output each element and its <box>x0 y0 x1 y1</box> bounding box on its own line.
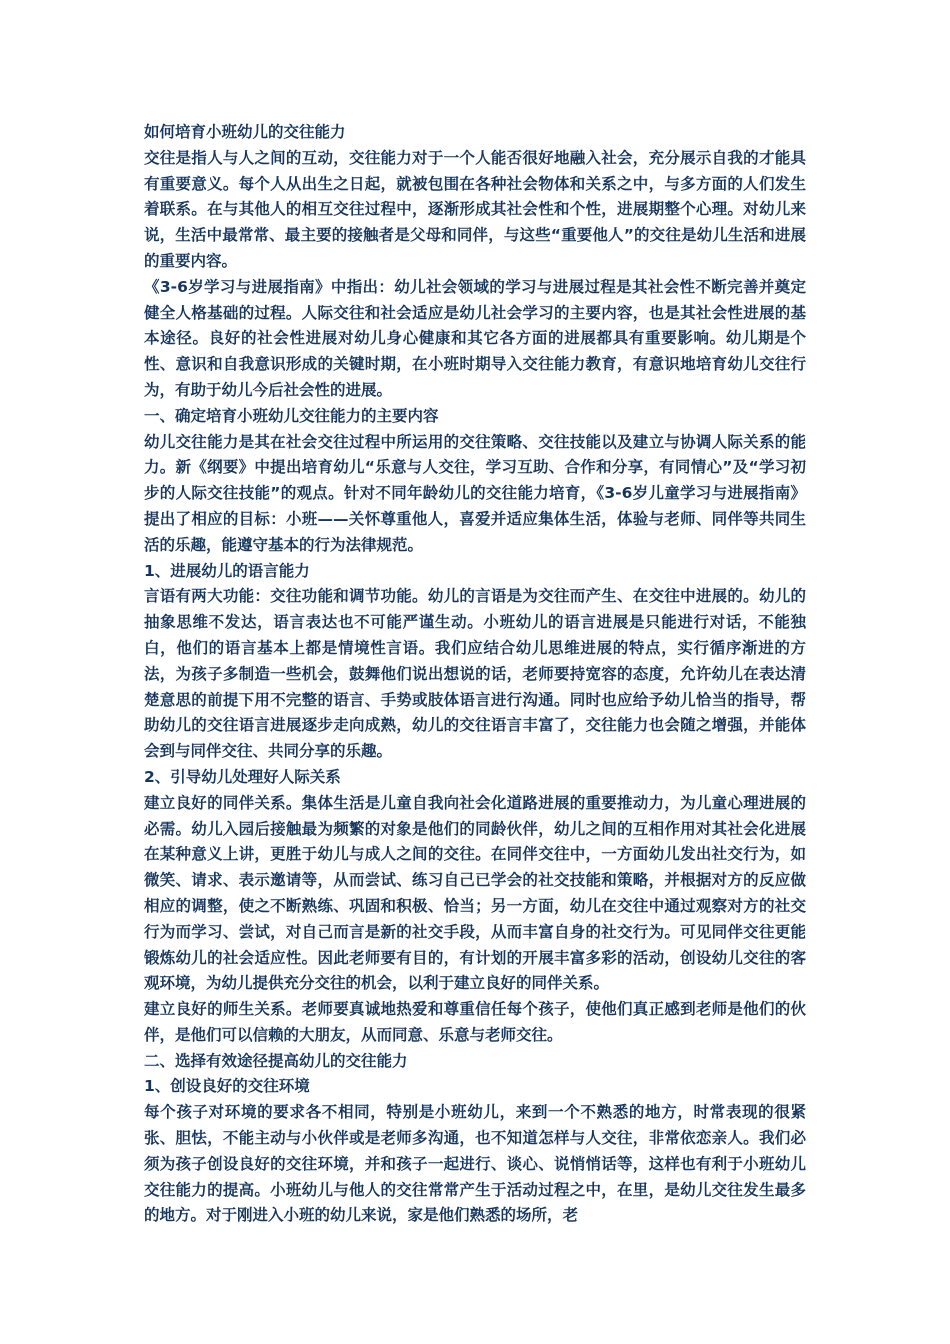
paragraph-intro: 交往是指人与人之间的互动，交往能力对于一个人能否很好地融入社会，充分展示自我的才能具有重要意义。每个人从出生之日起，就被包围在各种社会物体和关系之中，与多方面的人们发生着联系。在与其他人的相互交往过程中，逐渐形成其社会性和个性，进展期整个心理。对幼儿来说，生活中最常常、最主要的接触者是父母和同伴，与这些“重要他人”的交往是幼儿生活和进展的重要内容。 <box>144 148 806 270</box>
subheading-2-1: 1、创设良好的交往环境 <box>144 1077 310 1096</box>
section-heading-1: 一、确定培育小班幼儿交往能力的主要内容 <box>144 406 439 425</box>
document-page <box>144 120 806 1229</box>
paragraph-language: 言语有两大功能：交往功能和调节功能。幼儿的言语是为交往而产生、在交往中进展的。幼儿的抽象思维不发达，语言表达也不可能严谨生动。小班幼儿的语言进展是只能进行对话，不能独白，他们的语言基本上都是情境性言语。我们应结合幼儿思维进展的特点，实行循序渐进的方法，为孩子多制造一些机会，鼓舞他们说出想说的话，老师要持宽容的态度，允许幼儿在表达清楚意思的前提下用不完整的语言、手势或肢体语言进行沟通。同时也应给予幼儿恰当的指导，帮助幼儿的交往语言进展逐步走向成熟，幼儿的交往语言丰富了，交往能力也会随之增强，并能体会到与同伴交往、共同分享的乐趣。 <box>144 587 806 761</box>
paragraph-peer-relations: 建立良好的同伴关系。集体生活是儿童自我向社会化道路进展的重要推动力，为儿童心理进展的必需。幼儿入园后接触最为频繁的对象是他们的同龄伙伴，幼儿之间的互相作用对其社会化进展在某种意义上讲，更胜于幼儿与成人之间的交往。在同伴交往中，一方面幼儿发出社交行为，如微笑、请求、表示邀请等，从而尝试、练习自己已学会的社交技能和策略，并根据对方的反应做相应的调整，使之不断熟练、巩固和积极、恰当；另一方面，幼儿在交往中通过观察对方的社交行为而学习、尝试，对自己而言是新的社交手段，从而丰富自身的社交行为。可见同伴交往更能锻炼幼儿的社会适应性。因此老师要有目的，有计划的开展丰富多彩的活动，创设幼儿交往的客观环境，为幼儿提供充分交往的机会，以利于建立良好的同伴关系。 <box>144 793 806 993</box>
section-heading-2: 二、选择有效途径提高幼儿的交往能力 <box>144 1051 408 1070</box>
subheading-1-1: 1、进展幼儿的语言能力 <box>144 561 310 580</box>
paragraph-guideline: 《3-6岁学习与进展指南》中指出：幼儿社会领域的学习与进展过程是其社会性不断完善并奠定健全人格基础的过程。人际交往和社会适应是幼儿社会学习的主要内容，也是其社会性进展的基本途径。良好的社会性进展对幼儿身心健康和其它各方面的进展都具有重要影响。幼儿期是个性、意识和自我意识形成的关键时期，在小班时期导入交往能力教育，有意识地培育幼儿交往行为，有助于幼儿今后社会性的进展。 <box>144 277 806 399</box>
paragraph-environment: 每个孩子对环境的要求各不相同，特别是小班幼儿，来到一个不熟悉的地方，时常表现的很紧张、胆怯，不能主动与小伙伴或是老师多沟通，也不知道怎样与人交往，非常依恋亲人。我们必须为孩子创设良好的交往环境，并和孩子一起进行、谈心、说悄悄话等，这样也有利于小班幼儿交往能力的提高。小班幼儿与他人的交往常常产生于活动过程之中，在里，是幼儿交往发生最多的地方。对于刚进入小班的幼儿来说，家是他们熟悉的场所，老 <box>144 1103 806 1225</box>
subheading-1-2: 2、引导幼儿处理好人际关系 <box>144 767 341 786</box>
paragraph-teacher-relations: 建立良好的师生关系。老师要真诚地热爱和尊重信任每个孩子，使他们真正感到老师是他们的伙伴，是他们可以信赖的大朋友，从而同意、乐意与老师交往。 <box>144 1000 806 1044</box>
document-title: 如何培育小班幼儿的交往能力 <box>144 123 346 141</box>
paragraph-section-1: 幼儿交往能力是其在社会交往过程中所运用的交往策略、交往技能以及建立与协调人际关系的能力。新《纲要》中提出培育幼儿“乐意与人交往，学习互助、合作和分享，有同情心”及“学习初步的人际交往技能”的观点。针对不同年龄幼儿的交往能力培育，《3-6岁儿童学习与进展指南》提出了相应的目标：小班——关怀尊重他人，喜爱并适应集体生活，体验与老师、同伴等共同生活的乐趣，能遵守基本的行为法律规范。 <box>144 432 806 554</box>
